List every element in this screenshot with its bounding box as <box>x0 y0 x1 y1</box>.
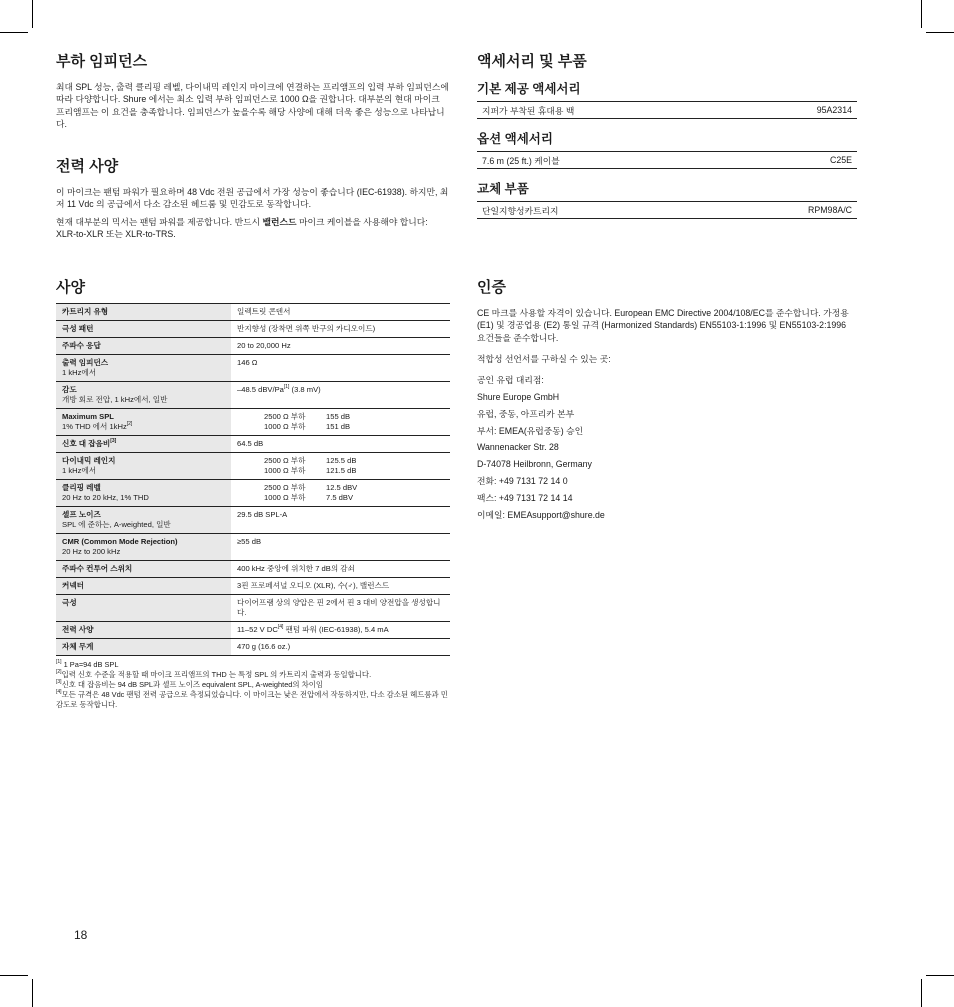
spec-value-cell <box>231 480 450 507</box>
footnote <box>56 670 450 680</box>
spec-key-sub: 20 Hz to 200 kHz <box>62 547 121 556</box>
accessory-group <box>477 131 857 169</box>
load-value: 121.5 dB <box>326 466 357 475</box>
left-column <box>56 52 450 772</box>
spec-value-cell <box>231 436 450 453</box>
page-number: 18 <box>74 928 88 942</box>
spec-value-cell <box>231 578 450 595</box>
power-body-2-pre: 현재 대부분의 믹서는 팬텀 파워를 제공합니다. 반드시 <box>56 216 263 227</box>
crop-mark <box>921 979 922 1007</box>
certification-body: CE 마크를 사용할 자격이 있습니다. European EMC Directive 2004/108/EC를 준수합니다. 가정용 (E1) 및 경공업용 (E2) 통일 규격 (Harmonized Standards) EN55103-1:1996 및 EN55103-2:1996 요건들을 준수합니다. <box>477 308 849 343</box>
accessory-group-title: 옵션 액세서리 <box>477 132 553 146</box>
accessory-code: 95A2314 <box>741 102 858 119</box>
spec-key: 극성 <box>62 598 77 607</box>
load-label: 2500 Ω 부하 <box>264 412 306 421</box>
right-column <box>477 52 857 532</box>
load-value: 125.5 dB <box>326 456 357 465</box>
spec-key-cell <box>56 338 231 355</box>
spec-row <box>56 453 450 480</box>
spec-value-cell <box>231 409 450 436</box>
spec-key: Maximum SPL <box>62 412 114 421</box>
load-impedance-section <box>56 52 450 130</box>
spec-key-wrap <box>62 439 225 449</box>
spec-value-post: 팬텀 파워 (IEC-61938), 5.4 mA <box>283 625 389 634</box>
spec-key-sub-wrap <box>62 422 225 432</box>
footnote-mark: [3] <box>56 679 62 685</box>
accessory-name: 지퍼가 부착된 휴대용 백 <box>477 102 741 119</box>
spec-row <box>56 382 450 409</box>
contact-block <box>477 374 857 521</box>
spec-key-cell <box>56 453 231 480</box>
footnotes <box>56 660 450 710</box>
spec-load-pair <box>237 493 444 503</box>
spec-row <box>56 639 450 656</box>
spec-row <box>56 409 450 436</box>
spec-key: 다이내믹 레인지 <box>62 456 116 465</box>
spec-load-pair <box>237 422 444 432</box>
spec-value: 일렉트릿 콘덴서 <box>237 307 291 316</box>
crop-mark <box>32 0 33 28</box>
spec-value-cell <box>231 338 450 355</box>
spec-value: –48.5 dBV/Pa <box>237 385 284 394</box>
spec-row <box>56 578 450 595</box>
contact-line: 공인 유럽 대리점: <box>477 375 544 386</box>
load-value: 7.5 dBV <box>326 493 354 502</box>
spec-value: 11–52 V DC <box>237 625 278 634</box>
spec-key-cell <box>56 436 231 453</box>
spec-value-cell <box>231 453 450 480</box>
load-label: 2500 Ω 부하 <box>264 456 306 465</box>
load-label: 1000 Ω 부하 <box>264 466 306 475</box>
spec-key-cell <box>56 304 231 321</box>
accessory-group <box>477 181 857 219</box>
footnote-ref: [4] <box>277 624 284 630</box>
load-value: 155 dB <box>326 412 351 421</box>
contact-line: D-74078 Heilbronn, Germany <box>477 459 592 470</box>
spec-row <box>56 561 450 578</box>
spec-row <box>56 355 450 382</box>
spec-key: 감도 <box>62 385 77 394</box>
spec-value: 470 g (16.6 oz.) <box>237 642 291 651</box>
contact-line: Shure Europe GmbH <box>477 391 560 402</box>
spec-key-sub: 1 kHz에서 <box>62 466 97 475</box>
footnote-mark: [4] <box>56 689 62 695</box>
spec-key-sub: SPL 에 준하는, A-weighted, 일반 <box>62 520 171 529</box>
spec-key-cell <box>56 480 231 507</box>
accessory-table <box>477 101 857 119</box>
spec-row <box>56 304 450 321</box>
accessory-code: RPM98A/C <box>711 202 857 219</box>
spec-value: 반지향성 (장착면 위쪽 반구의 카디오이드) <box>237 324 376 333</box>
accessory-code: C25E <box>755 152 857 169</box>
spec-row <box>56 595 450 622</box>
spec-key-cell <box>56 622 231 639</box>
spec-table <box>56 303 450 656</box>
footnote-text: 모든 규격은 48 Vdc 팬텀 전력 공급으로 측정되었습니다. 이 마이크는 낮은 전압에서 작동하지만, 다소 감소된 헤드룸과 민감도로 동작합니다. <box>56 690 448 709</box>
load-value: 12.5 dBV <box>326 483 358 492</box>
spec-key: 신호 대 잡음비 <box>62 439 111 448</box>
load-label: 1000 Ω 부하 <box>264 422 306 431</box>
spec-load-pair <box>237 466 444 476</box>
spec-key-cell <box>56 382 231 409</box>
spec-key-sub: 개방 회로 전압, 1 kHz에서, 일반 <box>62 395 168 404</box>
accessories-title: 액세서리 및 부품 <box>477 53 587 70</box>
crop-mark <box>921 0 922 28</box>
footnote-mark: [1] <box>56 659 62 665</box>
load-value: 151 dB <box>326 422 351 431</box>
power-title: 전력 사양 <box>56 158 119 175</box>
spec-load-pair <box>237 456 444 466</box>
certification-section <box>477 278 857 525</box>
specs-title: 사양 <box>56 279 85 296</box>
footnote-text: 1 Pa=94 dB SPL <box>61 660 119 669</box>
footnote-ref: [2] <box>126 421 133 427</box>
spec-key: 자체 무게 <box>62 642 94 651</box>
contact-line: Wannenacker Str. 28 <box>477 442 559 453</box>
footnote-text: 입력 신호 수준을 적용할 때 마이크 프리앰프의 THD 는 특정 SPL 의 카트리지 출력과 동일합니다. <box>61 670 372 679</box>
spec-value: 64.5 dB <box>237 439 264 448</box>
spec-value-cell <box>231 382 450 409</box>
spec-value: ≥55 dB <box>237 537 262 546</box>
spec-key: 주파수 컨투어 스위치 <box>62 564 133 573</box>
spec-key-cell <box>56 561 231 578</box>
accessory-row <box>477 102 857 119</box>
spec-key-sub: 1% THD 에서 1kHz <box>62 422 127 431</box>
accessory-table <box>477 201 857 219</box>
specs-section <box>56 278 450 710</box>
accessory-table <box>477 151 857 169</box>
spec-value: 3핀 프로페셔널 오디오 (XLR), 수(♂), 밸런스드 <box>237 581 390 590</box>
spec-key-cell <box>56 639 231 656</box>
load-label: 1000 Ω 부하 <box>264 493 306 502</box>
accessory-group-title: 교체 부품 <box>477 182 529 196</box>
footnote-text: 신호 대 잡음비는 94 dB SPL과 셀프 노이즈 equivalent SPL, A-weighted의 차이임 <box>61 680 324 689</box>
spec-value-cell <box>231 507 450 534</box>
footnote <box>56 660 450 670</box>
spec-key: 주파수 응답 <box>62 341 101 350</box>
spec-row <box>56 338 450 355</box>
spec-row <box>56 622 450 639</box>
spec-key: 극성 패턴 <box>62 324 94 333</box>
footnote-mark: [2] <box>56 669 62 675</box>
spec-key-sub: 1 kHz에서 <box>62 368 97 377</box>
spec-value-cell <box>231 561 450 578</box>
contact-line: 팩스: +49 7131 72 14 14 <box>477 492 573 503</box>
spec-value: 29.5 dB SPL-A <box>237 510 288 519</box>
spec-key-cell <box>56 355 231 382</box>
load-impedance-title: 부하 임피던스 <box>56 53 148 70</box>
accessory-group <box>477 81 857 119</box>
declaration-text: 적합성 선언서를 구하실 수 있는 곳: <box>477 353 611 364</box>
spec-row <box>56 534 450 561</box>
contact-line: 유럽, 중동, 아프리카 본부 <box>477 408 575 419</box>
load-impedance-body: 최대 SPL 성능, 출력 클리핑 레벨, 다이내믹 레인지 마이크에 연결하는 프리앰프의 입력 부하 임피던스에 따라 다양합니다. Shure 에서는 최소 입력 부하 임피던스로 1000 Ω을 권합니다. 대부분의 현대 마이크 프리앰프는 이 요건을 충족합니다. 임피던스가 높을수록 해당 사양에 대해 더욱 좋은 성능으로 나타납니다. <box>56 82 449 129</box>
spec-key: 커넥터 <box>62 581 85 590</box>
contact-line: 이메일: EMEAsupport@shure.de <box>477 509 605 520</box>
crop-mark <box>0 975 28 976</box>
spec-key: 출력 임피던스 <box>62 358 109 367</box>
spec-row <box>56 321 450 338</box>
spec-row <box>56 436 450 453</box>
accessory-row <box>477 202 857 219</box>
spec-value-cell <box>231 595 450 622</box>
spec-value-cell <box>231 304 450 321</box>
certification-title: 인증 <box>477 279 506 296</box>
crop-mark <box>926 32 954 33</box>
accessory-name: 단일지향성카트리지 <box>477 202 711 219</box>
spec-value-cell <box>231 321 450 338</box>
footnote-ref: [3] <box>110 438 117 444</box>
spec-value: 다이어프램 상의 양압은 핀 2에서 핀 3 대비 양전압을 생성합니다. <box>237 598 441 617</box>
spec-value: 20 to 20,000 Hz <box>237 341 291 350</box>
footnote <box>56 690 450 710</box>
power-body-2-bold: 밸런스드 <box>262 216 297 227</box>
accessories-section <box>477 52 857 231</box>
crop-mark <box>32 979 33 1007</box>
load-label: 2500 Ω 부하 <box>264 483 306 492</box>
crop-mark <box>0 32 28 33</box>
power-body-1: 이 마이크는 팬텀 파워가 필요하며 48 Vdc 전원 공급에서 가장 성능이 좋습니다 (IEC-61938). 하지만, 최저 11 Vdc 의 공급에서 다소 감소된 헤드룸 및 민감도로 동작합니다. <box>56 187 449 210</box>
footnote-ref: [1] <box>283 384 290 390</box>
spec-key-cell <box>56 321 231 338</box>
spec-value: 400 kHz 중앙에 위치한 7 dB의 감쇠 <box>237 564 355 573</box>
spec-value-post: (3.8 mV) <box>289 385 321 394</box>
contact-line: 전화: +49 7131 72 14 0 <box>477 475 568 486</box>
power-body-2 <box>56 216 450 241</box>
spec-key-cell <box>56 534 231 561</box>
power-body-2-post: 마이크 케이블을 사용해야 합니다: XLR-to-XLR 또는 XLR-to-TRS. <box>56 216 428 239</box>
spec-row <box>56 507 450 534</box>
spec-value-cell <box>231 622 450 639</box>
spec-key-cell <box>56 409 231 436</box>
spec-key: 셀프 노이즈 <box>62 510 101 519</box>
spec-row <box>56 480 450 507</box>
spec-load-pair <box>237 483 444 493</box>
accessory-group-title: 기본 제공 액세서리 <box>477 82 581 96</box>
accessory-name: 7.6 m (25 ft.) 케이블 <box>477 152 755 169</box>
footnote <box>56 680 450 690</box>
power-section <box>56 157 450 240</box>
spec-value-cell <box>231 355 450 382</box>
crop-mark <box>926 975 954 976</box>
spec-key: 전력 사양 <box>62 625 94 634</box>
spec-load-pair <box>237 412 444 422</box>
spec-key: CMR (Common Mode Rejection) <box>62 537 178 546</box>
spec-value-cell <box>231 639 450 656</box>
contact-line: 부서: EMEA(유럽중동) 승인 <box>477 425 584 436</box>
spec-value-cell <box>231 534 450 561</box>
spec-key-cell <box>56 595 231 622</box>
spec-key: 클리핑 레벨 <box>62 483 101 492</box>
spec-key-sub: 20 Hz to 20 kHz, 1% THD <box>62 493 149 502</box>
spec-key-cell <box>56 578 231 595</box>
spec-value: 146 Ω <box>237 358 258 367</box>
spec-key: 카트리지 유형 <box>62 307 109 316</box>
spec-key-cell <box>56 507 231 534</box>
accessory-row <box>477 152 857 169</box>
